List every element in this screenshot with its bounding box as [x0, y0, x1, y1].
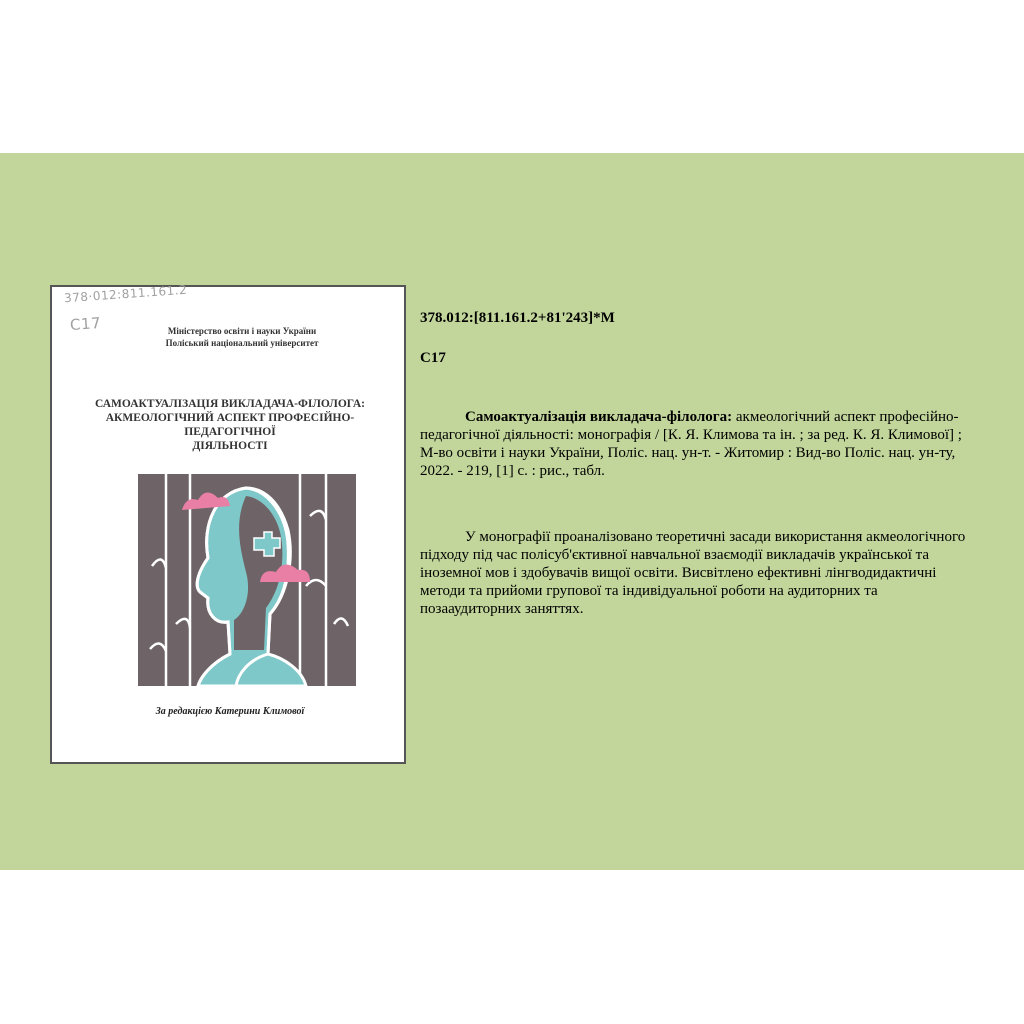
book-title: Самоактуалізація викладача-філолога: [465, 409, 733, 425]
cover-ministry [112, 325, 372, 349]
handwritten-shelf-mark: C17 [69, 313, 102, 335]
book-cover [50, 282, 406, 764]
shelf-mark: C17 [420, 350, 446, 366]
cover-title-line: ДІЯЛЬНОСТІ [192, 440, 268, 452]
cover-title-line: САМОАКТУАЛІЗАЦІЯ ВИКЛАДАЧА-ФІЛОЛОГА: [94, 398, 366, 410]
cover-ministry-line: Міністерство освіти і науки України [167, 326, 317, 336]
udc-code: 378.012:[811.161.2+81'243]*M [420, 310, 615, 326]
cover-title-line: АКМЕОЛОГІЧНИЙ АСПЕКТ ПРОФЕСІЙНО-ПЕДАГОГІЧНОЇ [105, 412, 355, 438]
handwritten-udc-code: 378·012:811.161.2 [63, 282, 188, 306]
annotation-text: У монографії проаналізовано теоретичні засади використання акмеологічного підходу під час полісуб'єктивної навчальної взаємодії викладачів української та іноземної мов і здобувачів вищої освіти. Висвітлено ефективні лінгводидактичні методи та прийоми групової та індивідуальної роботи на аудиторних та позааудиторних заняттях. [420, 529, 966, 617]
cover-title [74, 397, 386, 453]
cover-editor: За редакцією Катерини Климової [155, 706, 305, 717]
cover-university-line: Поліський національний університет [165, 338, 319, 348]
bibliographic-description [420, 408, 980, 480]
cover-illustration [138, 474, 356, 686]
description-text: акмеологічний аспект професійно-педагогічної діяльності: монографія / [К. Я. Климова та ін. ; за ред. К. Я. Климової] ; М-во освіти і науки України, Поліс. нац. ун-т. - Житомир : Вид-во Поліс. нац. ун-ту, 2022. - 219, [1] с. : рис., табл. [420, 409, 962, 479]
